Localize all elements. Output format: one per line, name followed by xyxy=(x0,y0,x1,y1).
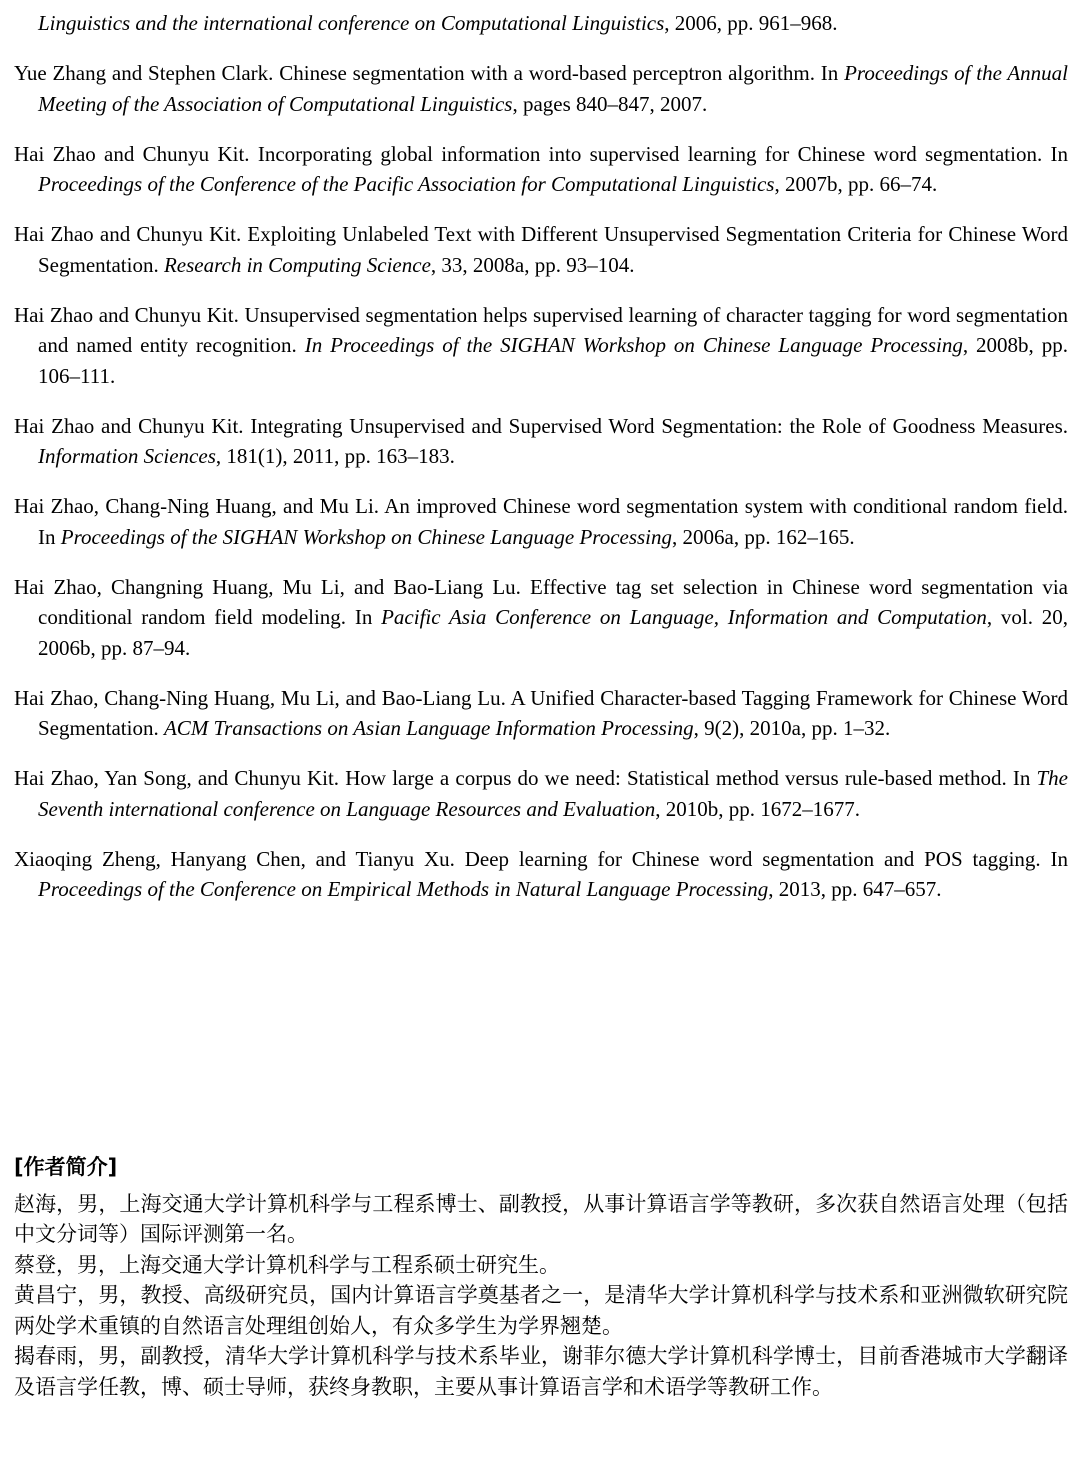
author-bios xyxy=(14,1152,1068,1402)
reference-details: , 181(1), 2011, pp. 163–183. xyxy=(215,444,455,468)
reference-text: Hai Zhao, Chang-Ning Huang, and Mu Li. An improved Chinese word segmentation system with conditional random field. In xyxy=(14,494,1068,549)
reference-entry xyxy=(14,58,1068,119)
reference-venue: Research in Computing Science xyxy=(163,252,431,277)
reference-details: , 2006a, pp. 162–165. xyxy=(672,524,855,549)
author-bio: 赵海，男，上海交通大学计算机科学与工程系博士、副教授，从事计算语言学等教研，多次获自然语言处理（包括中文分词等）国际评测第一名。 xyxy=(14,1191,1068,1246)
reference-text: Hai Zhao and Chunyu Kit. Unsupervised segmentation helps supervised learning of character tagging for word segmentation and named entity recognition. xyxy=(14,302,1068,357)
reference-details: , 2013, pp. 647–657. xyxy=(768,877,942,901)
reference-details: , 2006, pp. 961–968. xyxy=(664,11,838,35)
reference-venue: ACM Transactions on Asian Language Information Processing xyxy=(163,716,694,740)
reference-text: Xiaoqing Zheng, Hanyang Chen, and Tianyu Xu. Deep learning for Chinese word segmentation and POS tagging. In xyxy=(14,846,1068,871)
bio-heading: [作者简介] xyxy=(14,1155,118,1179)
reference-venue: Linguistics and the international conference on Computational Linguistics xyxy=(38,11,665,35)
reference-details: , 2010b, pp. 1672–1677. xyxy=(655,796,860,821)
reference-entry xyxy=(14,683,1068,744)
reference-entry xyxy=(14,8,1068,39)
reference-details: , 2008b, pp. 106–111. xyxy=(38,333,1068,388)
reference-text: Hai Zhao, Changning Huang, Mu Li, and Bao-Liang Lu. Effective tag set selection in Chinese word segmentation via conditional random field modeling. In xyxy=(14,574,1068,629)
reference-list xyxy=(14,8,1068,924)
reference-venue: Proceedings of the Conference of the Pacific Association for Computational Linguistics xyxy=(38,172,775,196)
reference-entry xyxy=(14,572,1068,664)
reference-text: Hai Zhao and Chunyu Kit. Integrating Unsupervised and Supervised Word Segmentation: the Role of Goodness Measures. xyxy=(14,413,1068,438)
reference-entry xyxy=(14,491,1068,552)
reference-text: Hai Zhao and Chunyu Kit. Incorporating global information into supervised learning for Chinese word segmentation. In xyxy=(14,141,1068,166)
reference-venue: Pacific Asia Conference on Language, Information and Computation xyxy=(381,605,987,629)
reference-text: Hai Zhao, Chang-Ning Huang, Mu Li, and Bao-Liang Lu. A Unified Character-based Tagging Framework for Chinese Word Segmentation. xyxy=(14,685,1068,740)
reference-venue: Information Sciences xyxy=(38,444,216,468)
reference-text: Hai Zhao, Yan Song, and Chunyu Kit. How large a corpus do we need: Statistical method versus rule-based method. In xyxy=(14,766,1037,790)
reference-details: , 33, 2008a, pp. 93–104. xyxy=(430,252,635,277)
reference-details: , pages 840–847, 2007. xyxy=(512,91,708,116)
reference-venue: In Proceedings of the SIGHAN Workshop on Chinese Language Processing xyxy=(304,333,963,357)
reference-details: , 2007b, pp. 66–74. xyxy=(774,172,938,196)
reference-entry xyxy=(14,844,1068,905)
reference-entry xyxy=(14,763,1068,824)
reference-text: Hai Zhao and Chunyu Kit. Exploiting Unlabeled Text with Different Unsupervised Segmentation Criteria for Chinese Word Segmentation. xyxy=(14,222,1068,277)
reference-details: , vol. 20, 2006b, pp. 87–94. xyxy=(38,605,1068,660)
reference-details: , 9(2), 2010a, pp. 1–32. xyxy=(693,716,891,740)
reference-entry xyxy=(14,411,1068,472)
reference-venue: Proceedings of the Annual Meeting of the Association of Computational Linguistics xyxy=(38,61,1068,116)
reference-venue: The Seventh international conference on Language Resources and Evaluation xyxy=(38,766,1068,821)
reference-venue: Proceedings of the Conference on Empirical Methods in Natural Language Processing xyxy=(38,877,769,901)
reference-venue: Proceedings of the SIGHAN Workshop on Chinese Language Processing xyxy=(60,524,673,549)
author-bio: 揭春雨，男，副教授，清华大学计算机科学与技术系毕业，谢菲尔德大学计算机科学博士，目前香港城市大学翻译及语言学任教，博、硕士导师，获终身教职，主要从事计算语言学和术语学等教研工作。 xyxy=(14,1344,1068,1399)
reference-entry xyxy=(14,219,1068,280)
reference-entry xyxy=(14,300,1068,392)
author-bio: 蔡登，男，上海交通大学计算机科学与工程系硕士研究生。 xyxy=(14,1252,560,1277)
author-bio: 黄昌宁，男，教授、高级研究员，国内计算语言学奠基者之一，是清华大学计算机科学与技术系和亚洲微软研究院两处学术重镇的自然语言处理组创始人，有众多学生为学界翘楚。 xyxy=(14,1283,1068,1338)
reference-text: Yue Zhang and Stephen Clark. Chinese segmentation with a word-based perceptron algorithm. In xyxy=(14,61,845,85)
reference-entry xyxy=(14,139,1068,200)
